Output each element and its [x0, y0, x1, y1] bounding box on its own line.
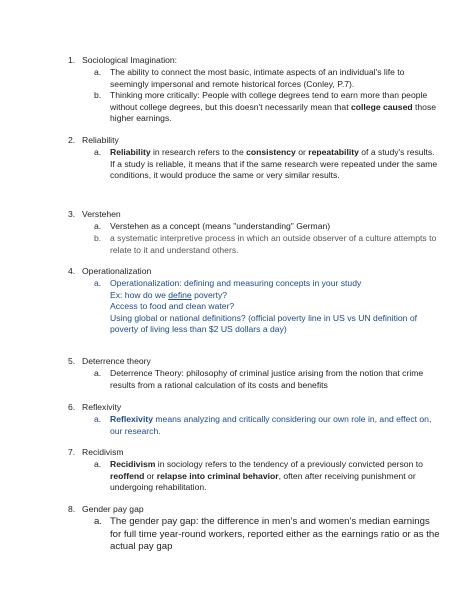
item-number: 6.: [68, 402, 76, 412]
item-title: Recidivism: [82, 447, 124, 457]
underlined-link[interactable]: define: [168, 289, 192, 300]
item-title: Verstehen: [82, 209, 121, 219]
item-number: 8.: [68, 504, 76, 514]
sub-letter: a.: [94, 459, 102, 469]
sub-letter: a.: [94, 221, 102, 231]
item-number: 4.: [68, 266, 76, 276]
sub-text: The gender pay gap: the difference in men's and women's median earnings for full time year-round workers, reported either as the earnings ratio or as the actual pay gap: [110, 516, 440, 552]
sub-text: The ability to connect the most basic, intimate aspects of an individual's life to seemingly impersonal and remote historical forces (Conley, P.7).: [110, 67, 405, 89]
sub-letter: a.: [94, 368, 102, 378]
sub-text: Reflexivity means analyzing and critically considering our own role in, and effect on, our research.: [110, 414, 432, 436]
sub-letter: b.: [94, 90, 102, 100]
item-title: Gender pay gap: [82, 504, 144, 514]
item-number: 2.: [68, 135, 76, 145]
item-title: Reliability: [82, 135, 119, 145]
example-line: Access to food and clean water?: [110, 301, 235, 311]
sub-letter: a.: [94, 414, 102, 424]
item-number: 7.: [68, 447, 76, 457]
sub-text: Deterrence Theory: philosophy of criminal justice arising from the notion that crime results from a rational calculation of its costs and benefits: [110, 368, 424, 390]
item-number: 3.: [68, 209, 76, 219]
sub-text: Reliability in research refers to the consistency or repeatability of a study's results. If a study is reliable, it means that if the same research were repeated under the same conditions, it would produce the same or very similar results.: [110, 147, 438, 180]
item-title: Deterrence theory: [82, 356, 151, 366]
item-title: Sociological Imagination:: [82, 55, 178, 65]
item-title: Reflexivity: [82, 402, 122, 412]
sub-letter: a.: [94, 516, 103, 527]
sub-letter: a.: [94, 147, 102, 157]
bold-text: college caused: [350, 101, 413, 112]
sub-text: Operationalization: defining and measuring concepts in your study Ex: how do we define poverty? Access to food and clean water? Using global or national definitions? (official poverty line in US vs UN definition of poverty of living less than $2 US dollars a day): [110, 278, 440, 336]
sub-text: Verstehen as a concept (means "understanding" German): [110, 221, 331, 231]
sub-text: a systematic interpretive process in which an outside observer of a culture attempts to relate to it and understand others.: [110, 233, 437, 255]
item-number: 1.: [68, 55, 76, 65]
example-line: Using global or national definitions? (official poverty line in US vs UN definition of poverty of living less than $2 US dollars a day): [110, 312, 417, 334]
sub-text: Recidivism in sociology refers to the tendency of a previously convicted person to reoffend or relapse into criminal behavior, often after receiving punishment or undergoing rehabilitation.: [110, 459, 423, 492]
item-number: 5.: [68, 356, 76, 366]
sub-text: Thinking more critically: People with college degrees tend to earn more than people without college degrees, but this doesn't necessarily mean that college caused those higher earnings.: [110, 90, 437, 123]
sub-letter: b.: [94, 233, 102, 243]
sub-letter: a.: [94, 67, 102, 77]
sub-letter: a.: [94, 278, 102, 288]
example-line: Ex: how do we define poverty?: [110, 289, 228, 300]
item-title: Operationalization: [82, 266, 152, 276]
